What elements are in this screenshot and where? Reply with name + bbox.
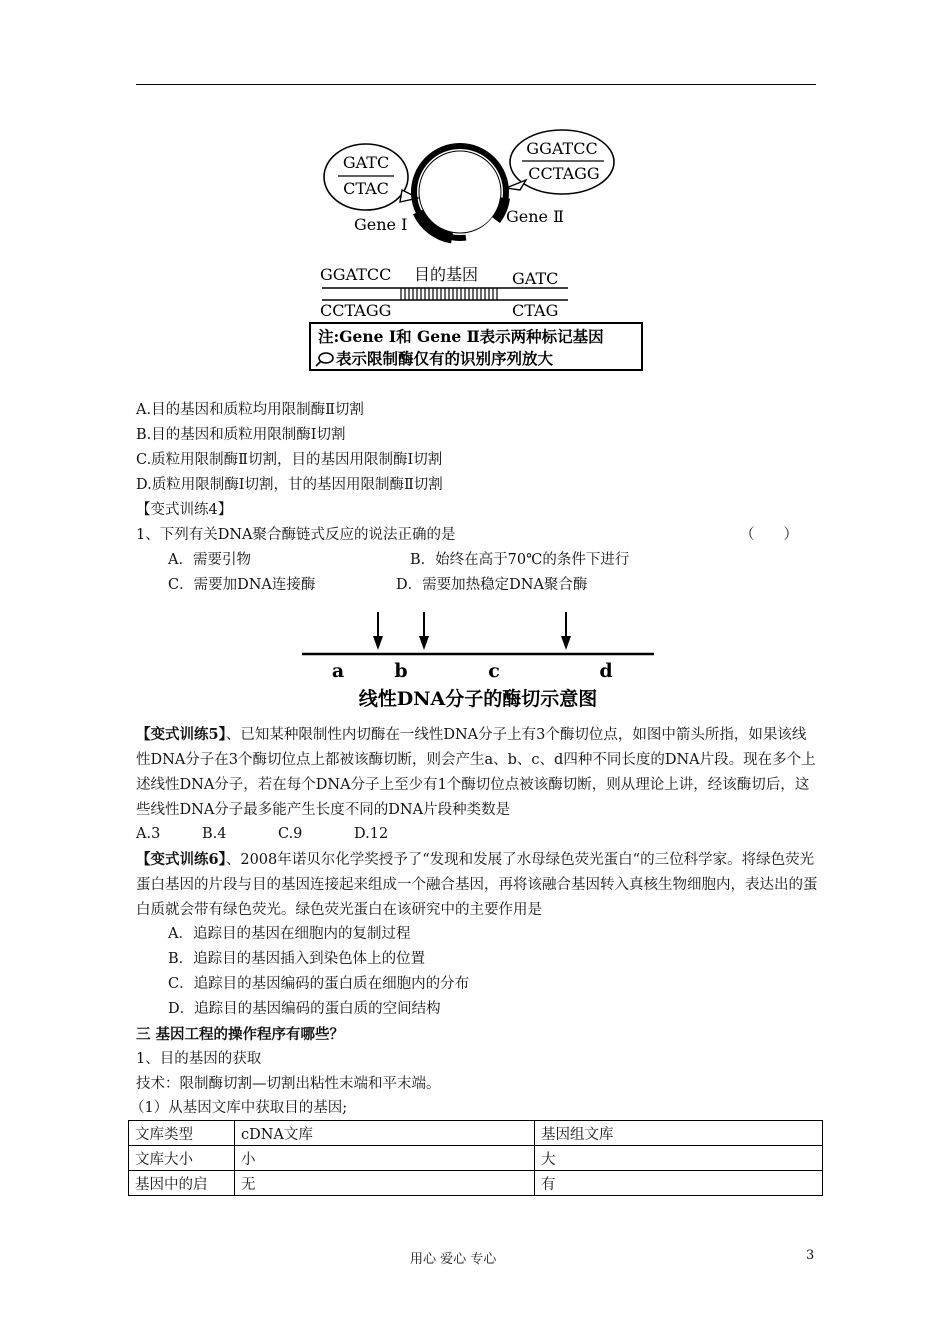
exercise6-option-c: C．追踪目的基因编码的蛋白质在细胞内的分布 xyxy=(168,976,470,992)
header-rule xyxy=(136,84,816,85)
table-cell: 文库类型 xyxy=(129,1121,235,1146)
exercise4-stem: 1、下列有关DNA聚合酶链式反应的说法正确的是 xyxy=(136,527,456,543)
table-row xyxy=(129,1146,823,1171)
table-cell: cDNA文库 xyxy=(235,1121,535,1146)
exercise5-option-a: A.3 xyxy=(136,826,161,842)
cut-arrow-2 xyxy=(419,612,429,650)
exercise4-option-b: B．始终在高于70℃的条件下进行 xyxy=(410,552,630,568)
exercise6-option-b: B．追踪目的基因插入到染色体上的位置 xyxy=(168,951,426,967)
table-cell: 基因中的启 xyxy=(129,1171,235,1196)
footer-motto: 用心 爱心 专心 xyxy=(410,1252,497,1267)
gene2-label: Gene Ⅱ xyxy=(506,207,564,226)
table-row xyxy=(129,1171,823,1196)
table-cell: 有 xyxy=(535,1171,823,1196)
fragment-label-b: b xyxy=(394,660,408,682)
segment-right-top: GATC xyxy=(512,269,559,288)
exercise6-heading: 【变式训练6】 xyxy=(136,851,226,868)
table-cell: 小 xyxy=(235,1146,535,1171)
fragment-label-c: c xyxy=(488,660,500,682)
exercise5-heading: 【变式训练5】 xyxy=(136,726,226,743)
exercise5-option-b: B.4 xyxy=(202,826,227,842)
table-cell: 无 xyxy=(235,1171,535,1196)
exercise4-option-d: D．需要加热稳定DNA聚合酶 xyxy=(396,577,588,593)
exercise6-option-a: A．追踪目的基因在细胞内的复制过程 xyxy=(168,926,411,942)
linear-dna-figure xyxy=(298,604,658,716)
note-line-1: 注:Gene Ⅰ和 Gene Ⅱ表示两种标记基因 xyxy=(318,327,604,346)
segment-right-bottom: CTAG xyxy=(512,301,559,320)
exercise5-text: 、已知某种限制性内切酶在一线性DNA分子上有3个酶切位点，如图中箭头所指，如果该线性DNA分子在3个酶切位点上都被该酶切断，则会产生a、b、c、d四种不同长度的DNA片段。现在多个上述线性DNA分子，若在每个DNA分子上至少有1个酶切位点被该酶切断，则从理论上讲，经该酶切后，这些线性DNA分子最多能产生长度不同的DNA片段种类数是 xyxy=(136,727,816,818)
fragment-label-d: d xyxy=(599,660,613,682)
segment-mid-label: 目的基因 xyxy=(414,265,479,284)
gene1-label: Gene Ⅰ xyxy=(354,215,408,234)
gene-library-table xyxy=(128,1120,823,1196)
exercise4-option-a: A．需要引物 xyxy=(168,552,251,568)
exercise5-option-c: C.9 xyxy=(278,826,303,842)
section3-technique: 技术：限制酶切割—切割出粘性末端和平末端。 xyxy=(136,1076,441,1092)
cut-arrow-3 xyxy=(561,612,571,650)
exercise5-option-d: D.12 xyxy=(354,826,389,842)
table-cell: 大 xyxy=(535,1146,823,1171)
section3-item1: 1、目的基因的获取 xyxy=(136,1051,262,1067)
exercise4-option-c: C．需要加DNA连接酶 xyxy=(168,577,316,593)
note-line-2: 表示限制酶仅有的识别序列放大 xyxy=(336,349,554,368)
exercise6-text: 、2008年诺贝尔化学奖授予了“发现和发展了水母绿色荧光蛋白“的三位科学家。将绿色荧光蛋白基因的片段与目的基因连接起来组成一个融合基因，再将该融合基因转入真核生物细胞内，表达出的蛋白质就会带有绿色荧光。绿色荧光蛋白在该研究中的主要作用是 xyxy=(136,852,818,918)
segment-left-bottom: CCTAGG xyxy=(320,301,392,320)
q1-option-a: A.目的基因和质粒均用限制酶Ⅱ切割 xyxy=(136,402,364,418)
q1-option-d: D.质粒用限制酶I切割，甘的基因用限制酶Ⅱ切割 xyxy=(136,477,443,493)
figure2-caption: 线性DNA分子的酶切示意图 xyxy=(358,688,598,710)
plasmid-figure xyxy=(300,126,650,376)
exercise5-paragraph xyxy=(136,722,820,823)
table-cell: 基因组文库 xyxy=(535,1121,823,1146)
right-bubble-bottom: CCTAGG xyxy=(528,164,600,183)
fragment-label-a: a xyxy=(331,660,345,682)
table-row xyxy=(129,1121,823,1146)
cut-arrow-1 xyxy=(373,612,383,650)
exercise4-heading: 【变式训练4】 xyxy=(136,502,233,518)
q1-option-b: B.目的基因和质粒用限制酶I切割 xyxy=(136,427,346,443)
page-number: 3 xyxy=(806,1248,815,1263)
section3-sub1: （1）从基因文库中获取目的基因; xyxy=(130,1100,348,1116)
right-bubble-top: GGATCC xyxy=(526,139,598,158)
left-bubble-top: GATC xyxy=(342,153,390,172)
q1-option-c: C.质粒用限制酶Ⅱ切割，目的基因用限制酶I切割 xyxy=(136,452,443,468)
exercise4-paren: （ ） xyxy=(740,527,798,543)
table-cell: 文库大小 xyxy=(129,1146,235,1171)
exercise6-paragraph xyxy=(136,847,820,923)
exercise6-option-d: D．追踪目的基因编码的蛋白质的空间结构 xyxy=(168,1001,441,1017)
segment-left-top: GGATCC xyxy=(320,265,392,284)
section3-heading: 三 基因工程的操作程序有哪些？ xyxy=(136,1026,345,1043)
left-bubble-bottom: CTAC xyxy=(343,179,389,198)
